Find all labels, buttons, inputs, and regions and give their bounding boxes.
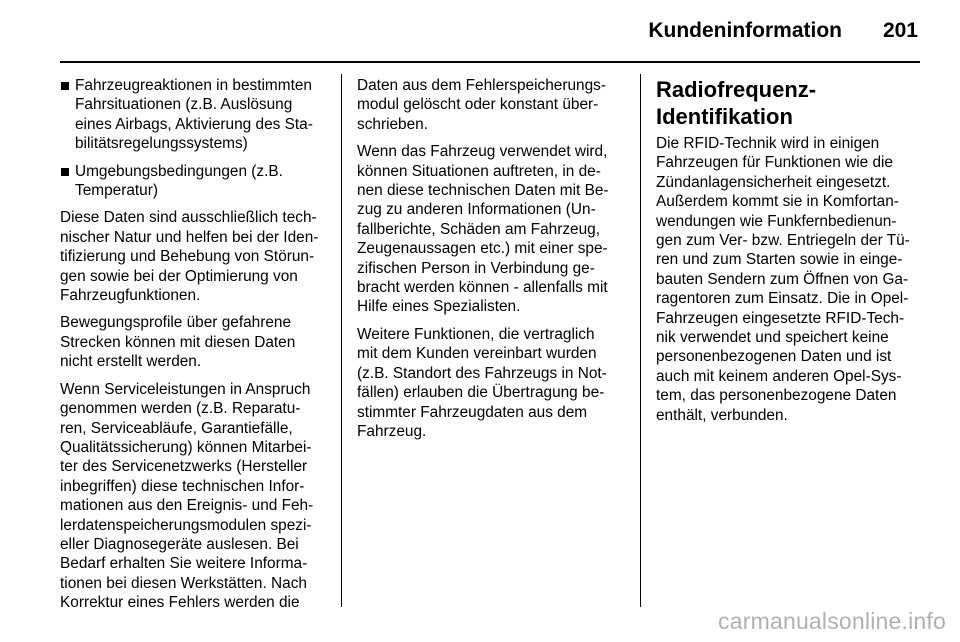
paragraph [357, 76, 627, 134]
text-line: bauten Sendern zum Öffnen von Ga- [656, 270, 909, 288]
text-line: tionen bei diesen Werkstätten. Nach [60, 574, 307, 592]
text-line: Hilfe eines Spezialisten. [357, 298, 521, 316]
text-line: Diese Daten sind ausschließlich tech- [60, 209, 317, 227]
heading-line: Identifikation [656, 104, 793, 129]
text-line: Qualitätssicherung) können Mitarbei- [60, 438, 312, 456]
page-number: 201 [882, 19, 918, 42]
heading-line: Radiofrequenz- [656, 77, 817, 102]
text-column-2 [357, 76, 627, 449]
text-line: Fahrzeug. [357, 422, 427, 440]
text-line: bracht werden können - allenfalls mit [357, 279, 608, 297]
text-line: bilitätsregelungssystems) [75, 135, 248, 153]
text-line: gen sowie bei der Optimierung von [60, 267, 298, 285]
paragraph [357, 142, 627, 317]
text-line: lerdatenspeicherungsmodulen spezi- [60, 516, 312, 534]
watermark-text: carmanualsonline.info [718, 608, 946, 634]
text-line: Außerdem kommt sie in Komfortan- [656, 193, 899, 211]
text-column-1 [60, 76, 328, 621]
text-line: Bewegungsprofile über gefahrene [60, 314, 292, 332]
text-line: können Situationen auftreten, in de- [357, 162, 601, 180]
text-line: Daten aus dem Fehlerspeicherungs- [357, 77, 606, 94]
paragraph [656, 134, 924, 425]
text-line: schrieben. [357, 115, 429, 133]
text-line: ren und zum Starten sowie in einge- [656, 251, 903, 269]
text-line: fällen) erlauben die Übertragung be- [357, 384, 605, 402]
text-line: Wenn Serviceleistungen in Anspruch [60, 380, 311, 398]
text-line: (z.B. Standort des Fahrzeugs in Not- [357, 364, 607, 382]
paragraph [357, 325, 627, 441]
text-line: wendungen wie Funkfernbedienun- [656, 212, 897, 230]
paragraph [60, 380, 328, 613]
page-header [0, 0, 960, 62]
text-line: Umgebungsbedingungen (z.B. [75, 162, 283, 180]
square-bullet-icon [61, 168, 69, 176]
text-line: genommen werden (z.B. Reparatu- [60, 400, 301, 418]
text-line: nischer Natur und helfen bei der Iden- [60, 228, 319, 246]
text-line: Fahrzeugen für Funktionen wie die [656, 154, 893, 172]
text-line: nen diese technischen Daten mit Be- [357, 182, 609, 200]
text-line: ragentoren zum Einsatz. Die in Opel- [656, 290, 909, 308]
text-line: eller Diagnosegeräte auslesen. Bei [60, 535, 299, 553]
text-line: Die RFID-Technik wird in einigen [656, 135, 880, 152]
text-line: zifischen Person in Verbindung ge- [357, 259, 595, 277]
paragraph [60, 313, 328, 371]
text-line: nik verwendet und speichert keine [656, 329, 889, 347]
text-line: ter des Servicenetzwerks (Hersteller [60, 458, 308, 476]
text-line: Temperatur) [75, 182, 158, 200]
text-line: zug zu anderen Informationen (Un- [357, 201, 596, 219]
square-bullet-icon [61, 82, 69, 90]
bullet-item [60, 76, 328, 154]
column-divider-right [640, 74, 641, 607]
text-line: Fahrzeugreaktionen in bestimmten [75, 77, 312, 94]
paragraph [60, 208, 328, 305]
text-line: mit dem Kunden vereinbart wurden [357, 345, 597, 363]
text-line: Fahrsituationen (z.B. Auslösung [75, 96, 293, 114]
text-line: auch mit keinem anderen Opel-Sys- [656, 367, 902, 385]
text-column-3 [656, 76, 924, 433]
header-divider [60, 61, 920, 63]
text-line: personenbezogenen Daten und ist [656, 348, 892, 366]
column-divider-left [341, 74, 342, 607]
text-line: tifizierung und Behebung von Störun- [60, 248, 315, 266]
text-line: Bedarf erhalten Sie weitere Informa- [60, 555, 308, 573]
text-line: enthält, verbunden. [656, 406, 788, 424]
text-line: Weitere Funktionen, die vertraglich [357, 325, 595, 343]
text-line: nicht erstellt werden. [60, 353, 202, 371]
text-line: Fahrzeugfunktionen. [60, 287, 201, 305]
bullet-item [60, 162, 328, 201]
text-line: Wenn das Fahrzeug verwendet wird, [357, 143, 608, 161]
text-line: eines Airbags, Aktivierung des Sta- [75, 115, 313, 133]
section-heading [656, 76, 924, 130]
text-line: inbegriffen) diese technischen Infor- [60, 477, 305, 495]
text-line: modul gelöscht oder konstant über- [357, 96, 599, 114]
text-line: stimmter Fahrzeugdaten aus dem [357, 403, 588, 421]
text-line: Korrektur eines Fehlers werden die [60, 594, 300, 612]
text-line: Fahrzeugen eingesetzte RFID-Tech- [656, 309, 905, 327]
text-line: mationen aus den Ereignis- und Feh- [60, 497, 314, 515]
text-line: fallberichte, Schäden am Fahrzeug, [357, 220, 600, 238]
page-title: Kundeninformation [648, 19, 842, 42]
text-line: ren, Serviceabläufe, Garantiefälle, [60, 419, 293, 437]
text-line: Zeugenaussagen etc.) mit einer spe- [357, 240, 608, 258]
text-line: Strecken können mit diesen Daten [60, 333, 296, 351]
text-line: tem, das personenbezogene Daten [656, 387, 897, 405]
text-line: Zündanlagensicherheit eingesetzt. [656, 173, 891, 191]
text-line: gen zum Ver- bzw. Entriegeln der Tü- [656, 232, 910, 250]
